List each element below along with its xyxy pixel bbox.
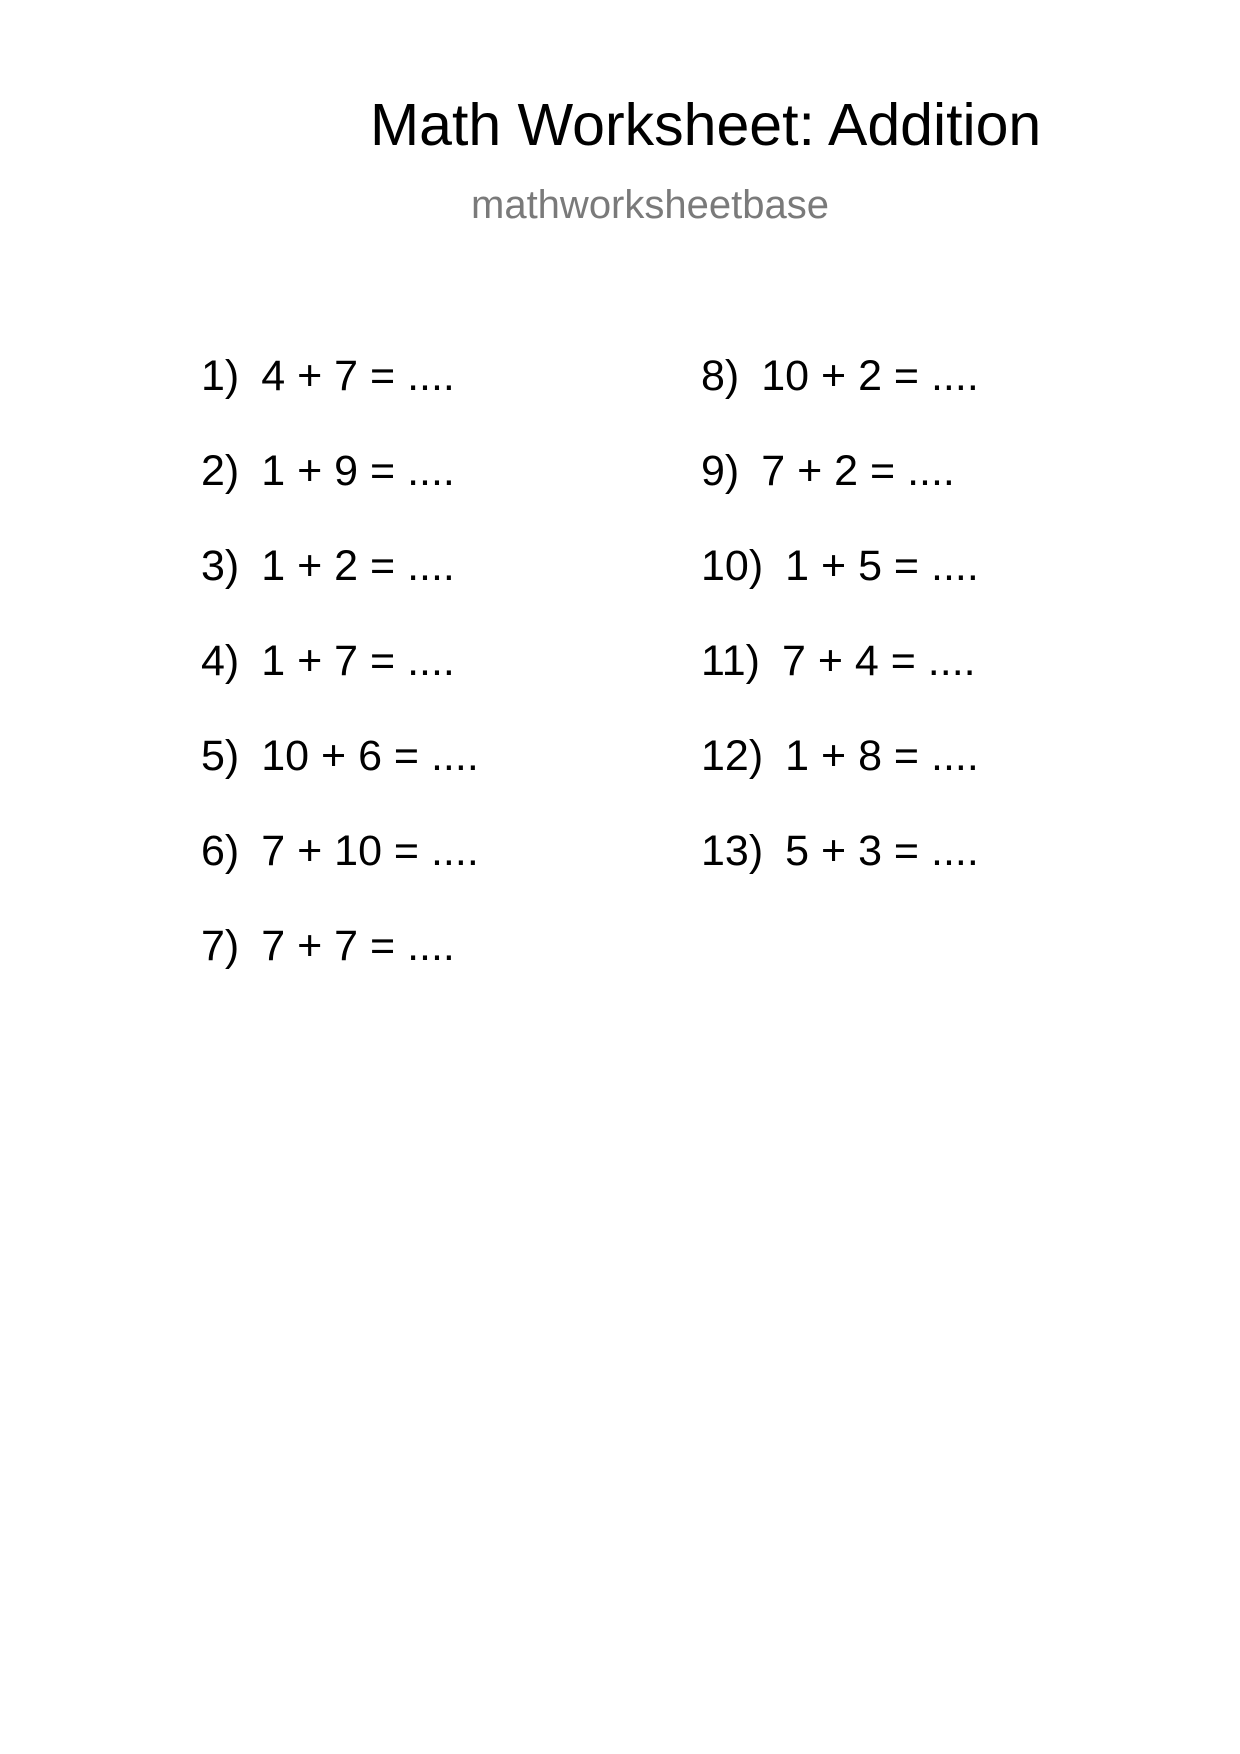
problem-column-right xyxy=(701,352,979,925)
problem-expression: 4 + 7 = .... xyxy=(261,352,455,400)
problem-item xyxy=(201,827,479,925)
problem-number: 7) xyxy=(201,922,240,970)
problem-expression: 7 + 4 = .... xyxy=(781,637,976,685)
problem-item xyxy=(201,542,479,640)
problem-number: 1) xyxy=(201,352,240,400)
problem-number: 9) xyxy=(701,447,740,495)
problem-expression: 1 + 5 = .... xyxy=(785,542,979,590)
problem-item xyxy=(201,922,479,1020)
problem-expression: 1 + 7 = .... xyxy=(261,637,455,685)
problem-expression: 10 + 2 = .... xyxy=(761,352,979,400)
problem-expression: 5 + 3 = .... xyxy=(785,827,979,875)
problem-expression: 7 + 2 = .... xyxy=(761,447,955,495)
problem-number: 13) xyxy=(701,827,764,875)
problem-item xyxy=(701,827,979,925)
problem-number: 12) xyxy=(701,732,764,780)
problem-item xyxy=(201,447,479,545)
source-label: mathworksheetbase xyxy=(471,183,829,227)
problem-number: 6) xyxy=(201,827,240,875)
problem-item xyxy=(701,542,979,640)
problem-expression: 7 + 10 = .... xyxy=(261,827,479,875)
problem-expression: 7 + 7 = .... xyxy=(261,922,455,970)
problem-expression: 10 + 6 = .... xyxy=(261,732,479,780)
problem-item xyxy=(201,732,479,830)
problem-number: 4) xyxy=(201,637,240,685)
page-title: Math Worksheet: Addition xyxy=(370,92,1042,158)
problem-item xyxy=(701,447,979,545)
problem-number: 3) xyxy=(201,542,240,590)
problem-item xyxy=(701,732,979,830)
problem-number: 10) xyxy=(701,542,764,590)
problem-number: 8) xyxy=(701,352,740,400)
problem-number: 5) xyxy=(201,732,240,780)
problem-number: 2) xyxy=(201,447,240,495)
problem-number: 11) xyxy=(701,637,760,685)
problem-expression: 1 + 2 = .... xyxy=(261,542,455,590)
problem-item xyxy=(201,352,479,450)
problem-column-left xyxy=(201,352,479,1020)
problem-item xyxy=(701,352,979,450)
problem-item xyxy=(701,637,979,735)
problem-item xyxy=(201,637,479,735)
problem-expression: 1 + 8 = .... xyxy=(785,732,979,780)
problem-expression: 1 + 9 = .... xyxy=(261,447,455,495)
